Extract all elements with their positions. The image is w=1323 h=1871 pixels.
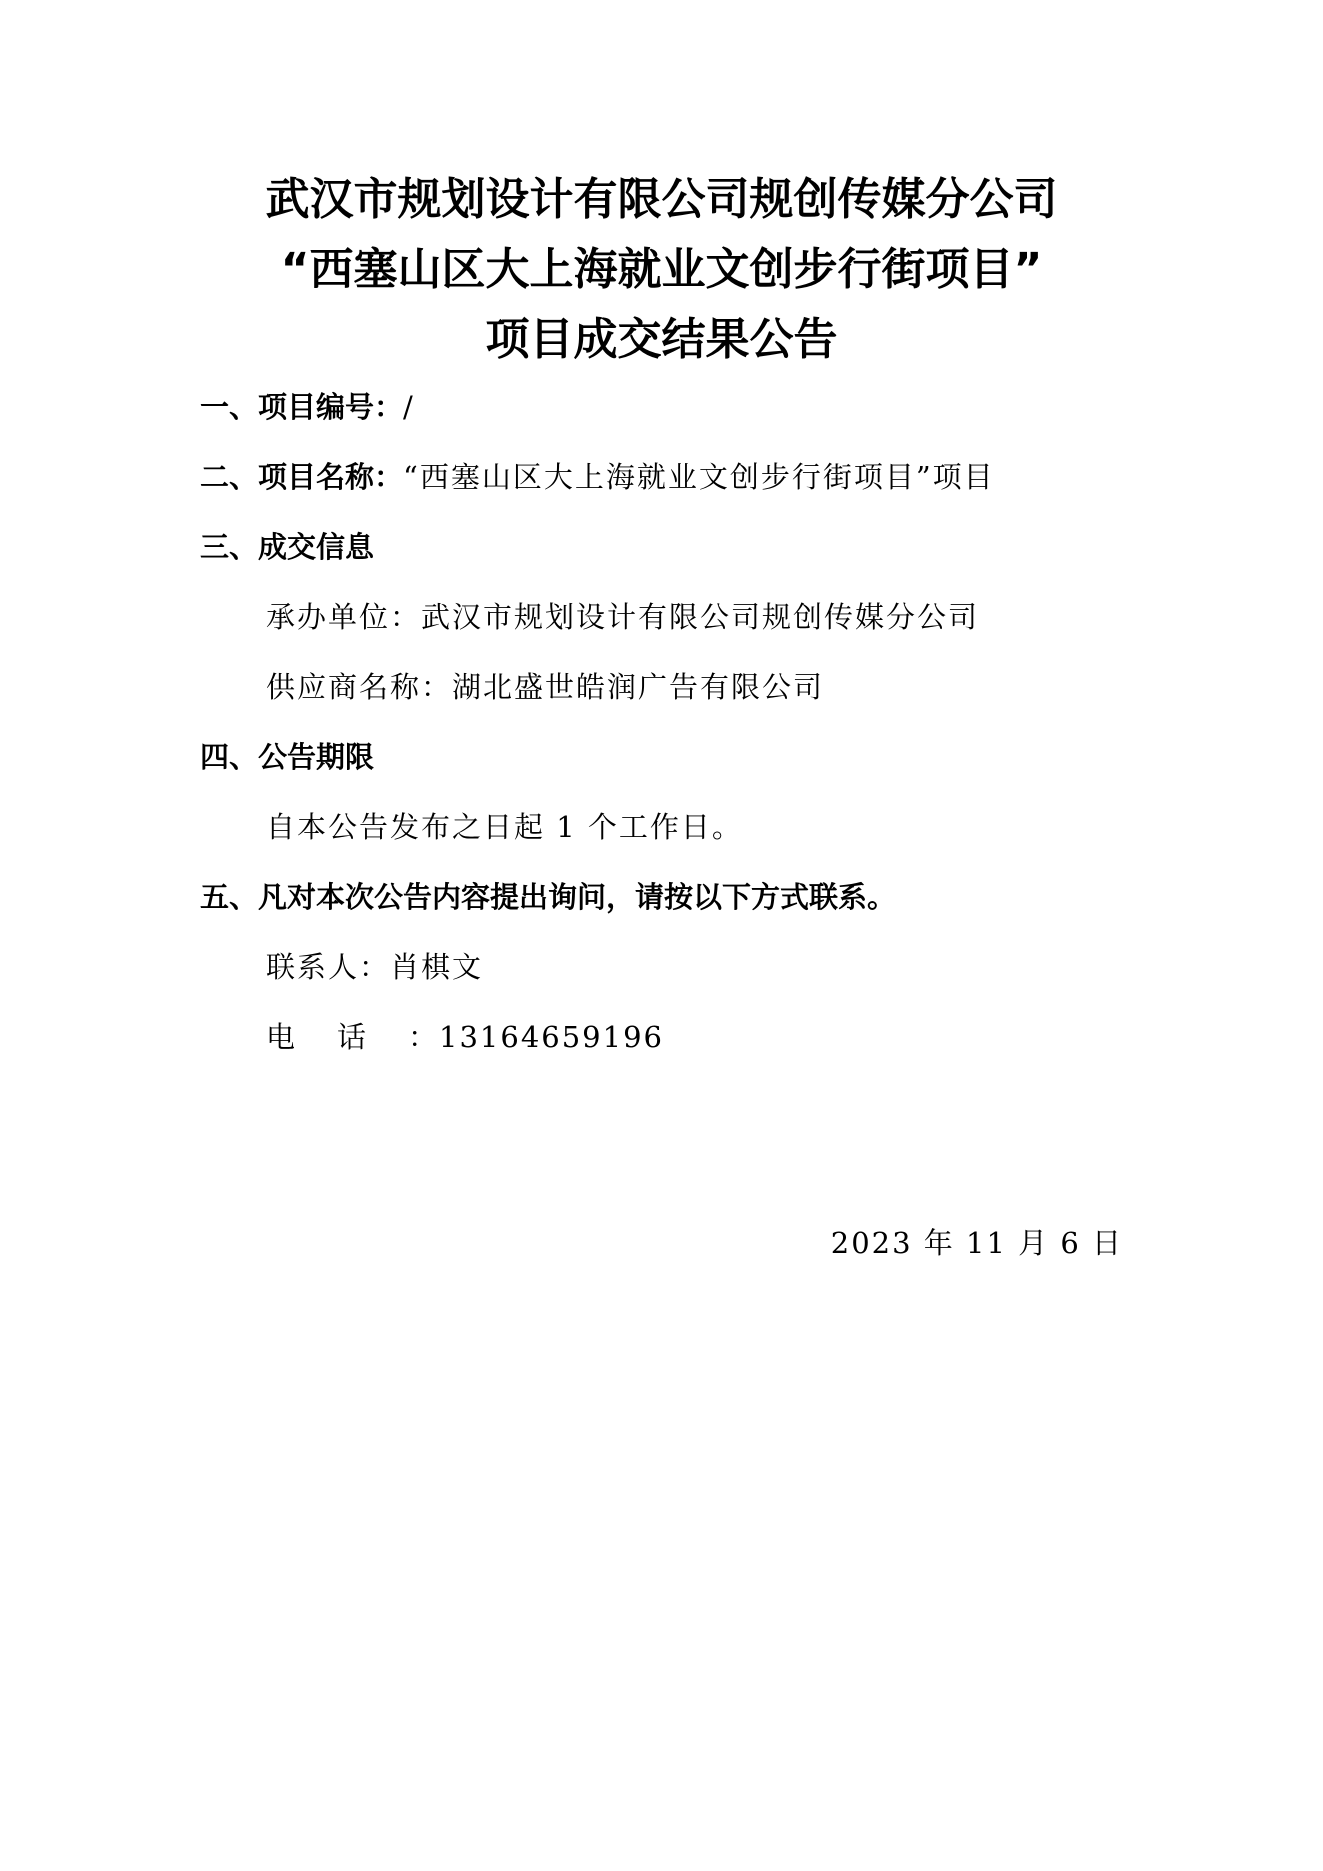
phone-label: 电话 [266,1020,409,1054]
project-number-label: 一、项目编号： [200,390,404,424]
announcement-date: 2023 年 11 月 6 日 [830,1226,1123,1260]
phone-line [200,1012,1160,1082]
document-title [0,165,1323,375]
project-name-label: 二、项目名称： [200,460,404,494]
notice-period-text: 自本公告发布之日起 1 个工作日。 [266,810,743,844]
notice-period-heading: 四、公告期限 [200,740,375,774]
phone-separator: ： [408,1020,440,1054]
phone-number: 13164659196 [439,1020,664,1054]
project-name-row [200,452,1160,522]
title-line-project: “西塞山区大上海就业文创步行街项目” [280,244,1043,295]
title-line-announcement: 项目成交结果公告 [485,314,838,365]
project-number-value: / [403,390,415,424]
deal-info-heading: 三、成交信息 [200,530,375,564]
announcement-body [200,382,1160,1082]
inquiry-heading: 五、凡对本次公告内容提出询问，请按以下方式联系。 [200,880,897,914]
title-line-company: 武汉市规划设计有限公司规创传媒分公司 [265,174,1058,225]
contact-person-line: 联系人：肖棋文 [266,950,484,984]
project-name-value: “西塞山区大上海就业文创步行街项目”项目 [403,460,995,494]
supplier-line: 供应商名称：湖北盛世皓润广告有限公司 [266,670,825,704]
undertaker-line: 承办单位：武汉市规划设计有限公司规创传媒分公司 [266,600,980,634]
project-number-row [200,382,1160,452]
